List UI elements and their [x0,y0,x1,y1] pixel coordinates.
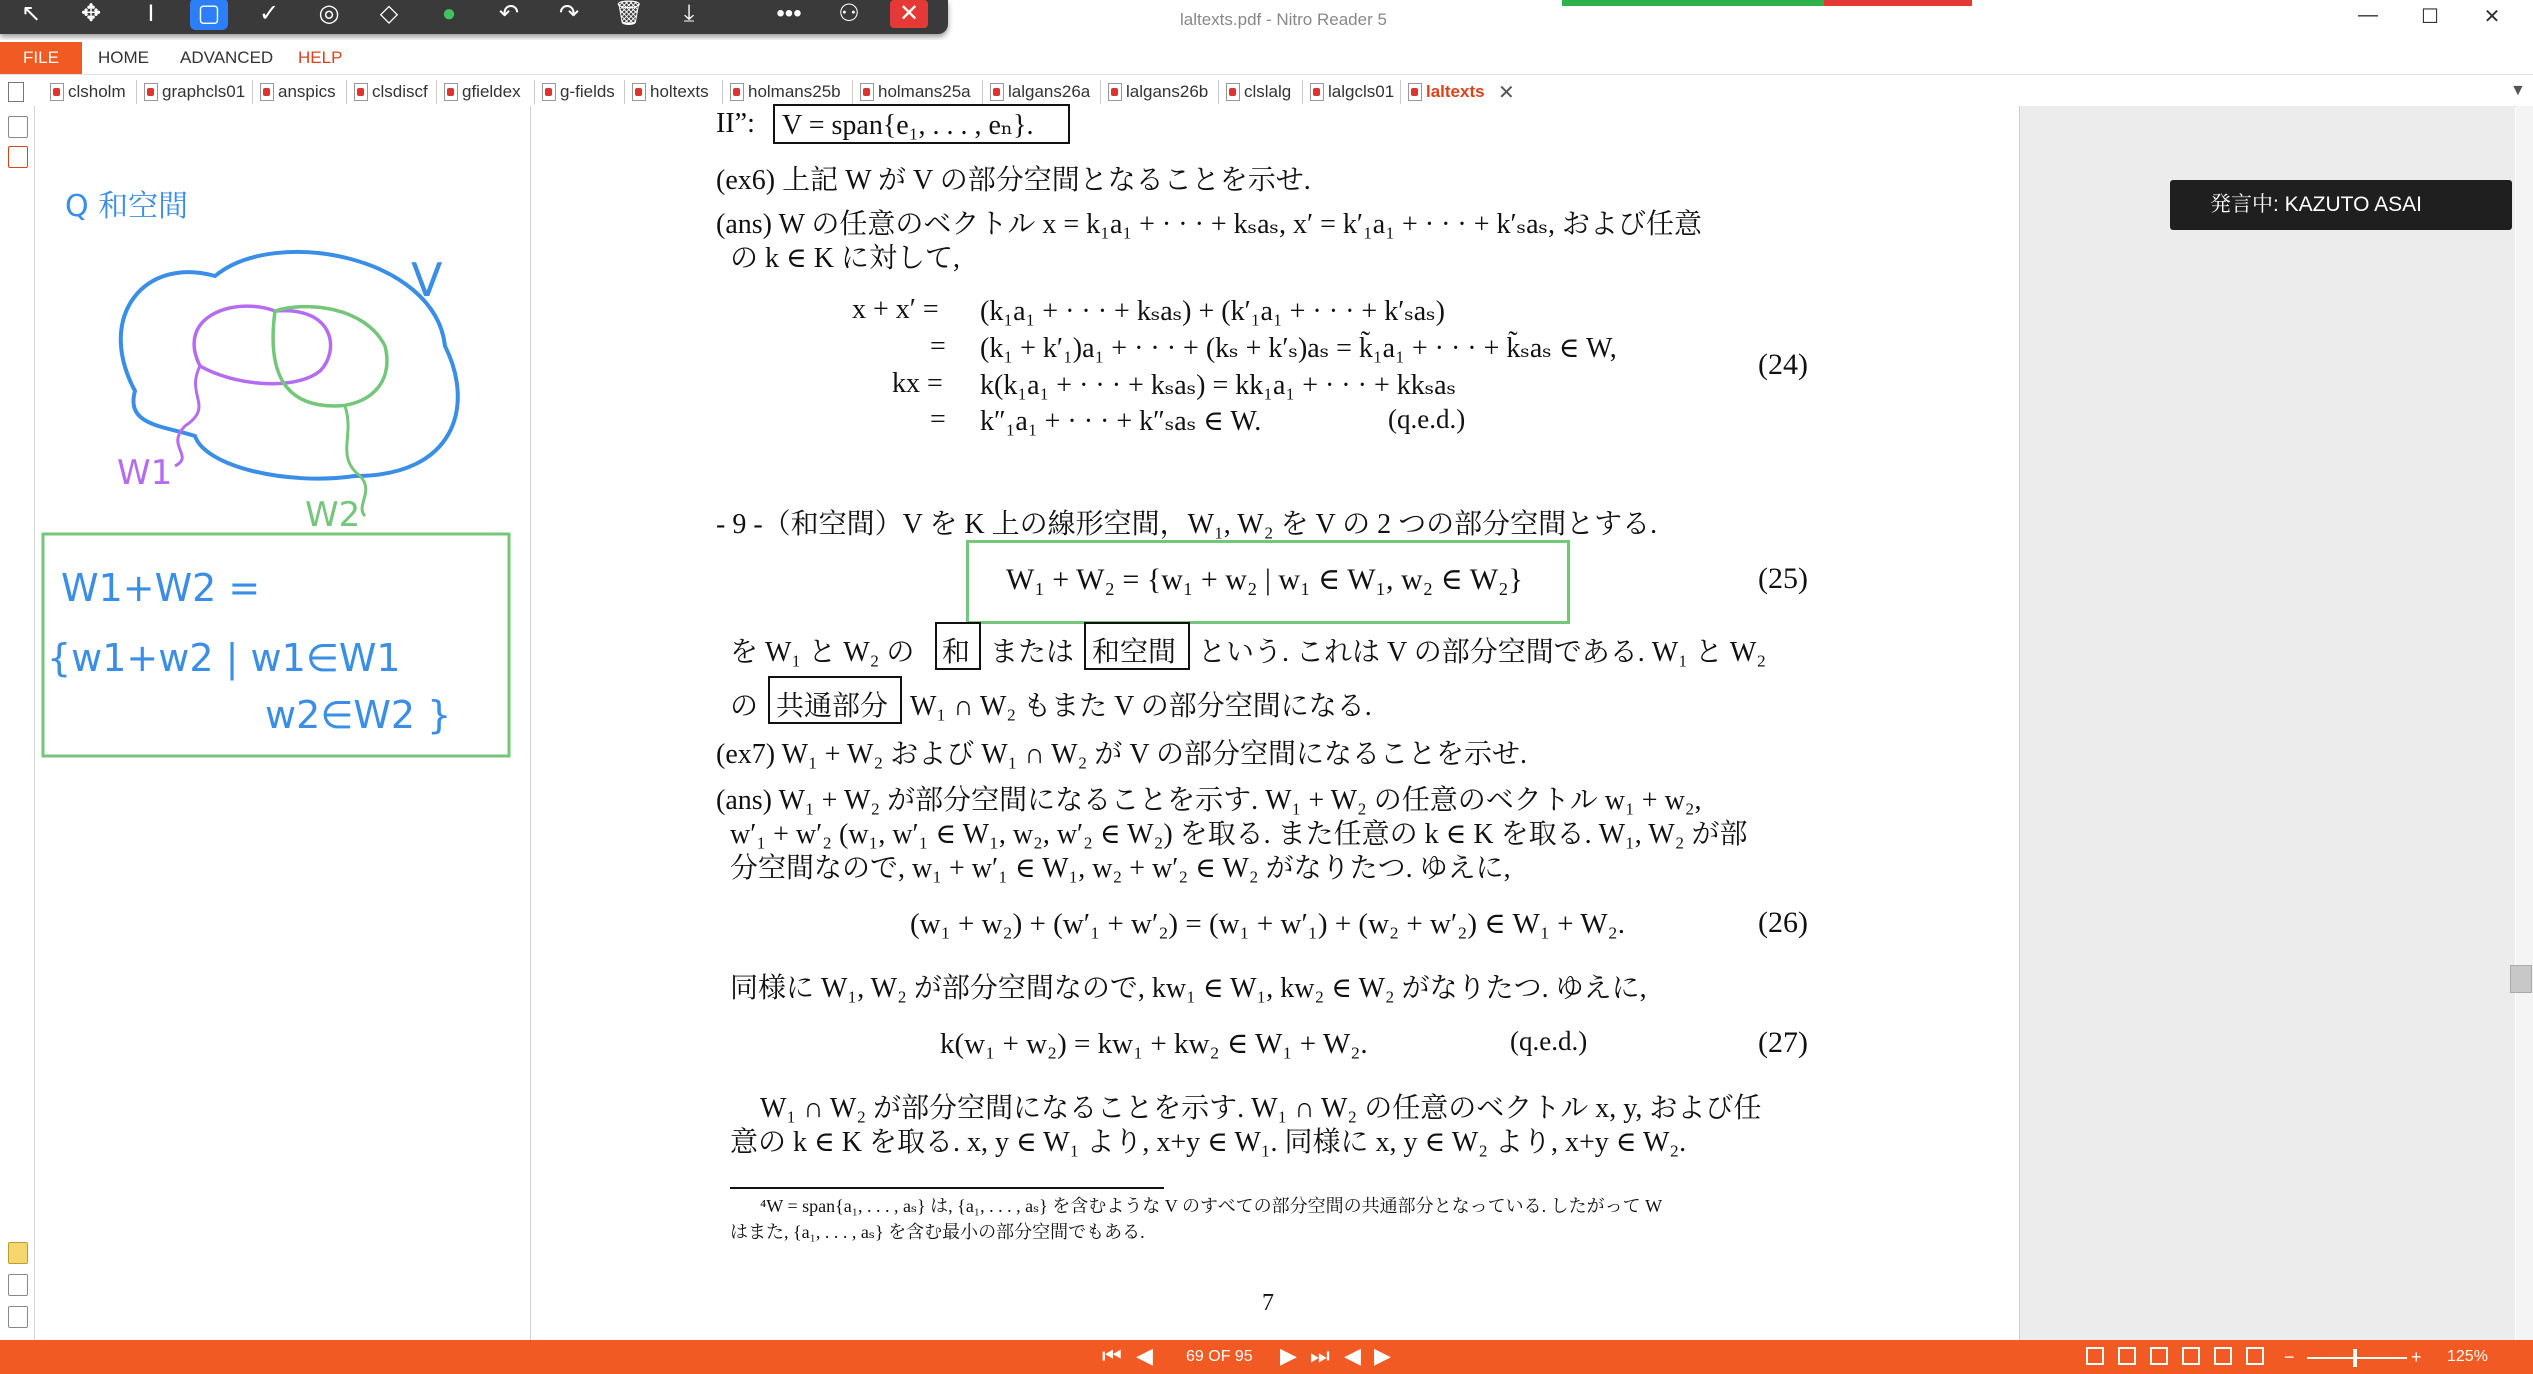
share-icon[interactable]: ⚇ [838,0,860,27]
fit-width-icon[interactable] [2214,1347,2232,1365]
pdf-icon [542,83,556,101]
pdf-icon [1108,83,1122,101]
pdf-icon [730,83,744,101]
tab-separator [1100,80,1101,104]
window-controls [2337,4,2523,29]
download-icon[interactable]: ⤓ [683,0,695,27]
bookmarks-panel-icon[interactable] [8,146,28,168]
maximize-button[interactable]: ☐ [2421,6,2439,28]
back-view-icon[interactable]: ◀ [1344,1343,1361,1368]
tab-list-dropdown-icon[interactable]: ▼ [2510,82,2526,99]
more-icon[interactable]: ••• [776,0,802,27]
pdf-icon [144,83,158,101]
tab-clslalg[interactable]: clslalg [1226,80,1291,104]
eq25-formula: W₁ + W₂ = {w₁ + w₂ | w₁ ∈ W₁, w₂ ∈ W₂} [1006,563,1523,596]
doc-span-formula: V = span{e₁, . . . , eₙ}. [782,110,1034,141]
page-number: 7 [1262,1290,1274,1316]
doc-similarly: 同様に W₁, W₂ が部分空間なので, kw₁ ∈ W₁, kw₂ ∈ W₂ がなりたつ. ゆえに, [730,973,1647,1004]
footnote-line1: ⁴W = span{a₁, . . . , aₛ} は, {a₁, . . . , aₛ} を含むような V のすべての部分空間の共通部分となっている. したがって W [760,1196,1663,1216]
pdf-icon [1408,83,1422,101]
note-line-3: w2∈W2 } [265,693,452,737]
zoom-in-icon[interactable]: + [2411,1347,2422,1367]
doc-def-line1-a: を W₁ と W₂ の [730,637,915,668]
undo-icon[interactable]: ↶ [498,0,520,27]
vertical-scrollbar[interactable] [2516,106,2533,1340]
single-page-view-icon[interactable] [2086,1347,2104,1365]
handwritten-notes [35,106,530,766]
meeting-indicator-green [1562,0,1824,6]
footnote-rule [730,1187,1164,1189]
tab-holtexts[interactable]: holtexts [632,80,709,104]
text-cursor-icon[interactable]: I [147,0,155,27]
file-menu[interactable]: FILE [0,42,82,74]
window-title: laltexts.pdf - Nitro Reader 5 [1180,10,1387,29]
pdf-icon [260,83,274,101]
forward-view-icon[interactable]: ▶ [1374,1343,1391,1368]
close-toolbar-icon[interactable]: ✕ [890,0,928,28]
tab-separator [1218,80,1219,104]
note-line-2: {w1+w2 | w1∈W1 [47,636,401,680]
label-v: V [411,253,443,307]
tab-separator [852,80,853,104]
facing-continuous-view-icon[interactable] [2182,1347,2200,1365]
eq24-line3-right: k(k₁a₁ + · · · + kₛaₛ) = kk₁a₁ + · · · + kkₛaₛ [980,370,1457,401]
tab-separator [1302,80,1303,104]
last-page-icon[interactable]: ⏭ [1310,1343,1330,1368]
comments-panel-icon[interactable] [8,1242,28,1264]
layers-panel-icon[interactable] [8,1306,28,1328]
doc-ex7: (ex7) W₁ + W₂ および W₁ ∩ W₂ が V の部分空間になることを示せ. [716,739,1528,770]
doc-def-line2-b: W₁ ∩ W₂ もまた V の部分空間になる. [910,691,1372,722]
eq-number-24: (24) [1758,348,1808,381]
pdf-icon [632,83,646,101]
doc-line-ii: II”: [716,108,755,139]
stamp-icon[interactable]: ◎ [318,0,340,27]
facing-view-icon[interactable] [2150,1347,2168,1365]
tab-holmans25a[interactable]: holmans25a [860,80,971,104]
next-page-icon[interactable]: ▶ [1280,1343,1297,1368]
tab-separator [436,80,437,104]
minimize-button[interactable]: — [2358,4,2378,26]
w1-pointer-line [175,366,200,466]
tab-holmans25b[interactable]: holmans25b [730,80,841,104]
tab-gfieldex[interactable]: gfieldex [444,80,521,104]
pointer-icon[interactable]: ↖ [20,0,42,27]
term-wa: 和 [942,637,971,668]
pdf-icon [1310,83,1324,101]
page-indicator[interactable]: 69 OF 95 [1186,1348,1253,1365]
eraser-icon[interactable]: ◇ [379,0,399,27]
zoom-out-icon[interactable]: − [2284,1347,2295,1367]
trash-icon[interactable]: 🗑 [613,0,645,27]
eq-number-26: (26) [1758,906,1808,939]
doc-def-line1-c: という. これは V の部分空間である. W₁ と W₂ [1198,637,1767,668]
qed-24: (q.e.d.) [1388,404,1466,434]
eq26-formula: (w₁ + w₂) + (w′₁ + w′₂) = (w₁ + w′₁) + (w₂ + w′₂) ∈ W₁ + W₂. [910,908,1626,940]
redo-icon[interactable]: ↷ [558,0,580,27]
doc-def-line2-a: の [730,691,759,722]
note-line-1: W1+W2 = [61,566,261,610]
zoom-level[interactable]: 125% [2447,1348,2488,1365]
tab-clsholm[interactable]: clsholm [50,80,126,104]
tab-graphcls01[interactable]: graphcls01 [144,80,245,104]
tab-lalgans26b[interactable]: lalgans26b [1108,80,1208,104]
pdf-icon [444,83,458,101]
tab-separator [346,80,347,104]
first-page-icon[interactable]: ⏮ [1102,1343,1122,1368]
home-menu[interactable]: HOME [98,48,149,67]
continuous-view-icon[interactable] [2118,1347,2136,1365]
pdf-icon [860,83,874,101]
tab-anspics[interactable]: anspics [260,80,336,104]
term-wakukan: 和空間 [1092,637,1177,668]
prev-page-icon[interactable]: ◀ [1136,1343,1153,1368]
doc-intersection-line2: 意の k ∈ K を取る. x, y ∈ W₁ より, x+y ∈ W₁. 同様に x, y ∈ W₂ より, x+y ∈ W₂. [730,1127,1687,1158]
tab-separator [534,80,535,104]
tab-g-fields[interactable]: g-fields [542,80,615,104]
page-view-icon[interactable] [8,82,24,102]
tab-separator [136,80,137,104]
eq24-line1-left: x + x′ = [852,294,939,325]
doc-ans7-line3: 分空間なので, w₁ + w′₁ ∈ W₁, w₂ + w′₂ ∈ W₂ がなりたつ. ゆえに, [730,853,1511,884]
tab-separator [1400,80,1401,104]
eq27-formula: k(w₁ + w₂) = kw₁ + kw₂ ∈ W₁ + W₂. [940,1028,1368,1060]
speaker-indicator: 発言中: KAZUTO ASAI [2170,180,2512,230]
zoom-slider-handle[interactable] [2353,1349,2357,1367]
color-picker-icon[interactable]: ● [441,0,457,27]
close-tab-icon[interactable]: ✕ [1498,82,1515,104]
left-panel-rail [0,106,35,1340]
fit-page-icon[interactable] [2246,1347,2264,1365]
doc-intersection-line1: W₁ ∩ W₂ が部分空間になることを示す. W₁ ∩ W₂ の任意のベクトル x, y, および任 [760,1093,1762,1124]
tab-laltexts[interactable]: laltexts [1408,80,1485,104]
doc-ans7-line2: w′₁ + w′₂ (w₁, w′₁ ∈ W₁, w₂, w′₂ ∈ W₂) を取る. また任意の k ∈ K を取る. W₁, W₂ が部 [730,819,1748,850]
close-window-button[interactable]: ✕ [2483,6,2501,28]
eq-number-27: (27) [1758,1026,1808,1059]
rectangle-tool-icon[interactable]: ▢ [190,0,228,30]
tab-clsdiscf[interactable]: clsdiscf [354,80,428,104]
eq24-line2-left: = [930,331,946,362]
eq24-line4-right: k″₁a₁ + · · · + k″ₛaₛ ∈ W. [980,406,1262,437]
footnote-line2: はまた, {a₁, . . . , aₛ} を含む最小の部分空間でもある. [730,1222,1145,1242]
qed-27: (q.e.d.) [1510,1026,1588,1056]
eq24-line2-right: (k₁ + k′₁)a₁ + · · · + (kₛ + k′ₛ)aₛ = k̃₁a₁ + · · · + k̃ₛaₛ ∈ W, [980,333,1617,364]
tab-separator [722,80,723,104]
doc-section-9: - 9 -（和空間）V を K 上の線形空間，W₁, W₂ を V の 2 つの部分空間とする. [716,509,1658,540]
doc-ex6: (ex6) 上記 W が V の部分空間となることを示せ. [716,165,1311,196]
meeting-indicator-red [1824,0,1972,6]
tab-separator [252,80,253,104]
attachments-panel-icon[interactable] [8,1274,28,1296]
eq-number-25: (25) [1758,562,1808,595]
tab-separator [982,80,983,104]
move-icon[interactable]: ✥ [80,0,102,27]
label-w2: W2 [305,495,361,535]
tab-separator [624,80,625,104]
scrollbar-thumb[interactable] [2510,965,2532,993]
pages-panel-icon[interactable] [8,116,28,138]
check-icon[interactable]: ✓ [258,0,280,27]
pdf-icon [1226,83,1240,101]
eq24-line3-left: kx = [892,368,943,399]
doc-ans6-line1: (ans) W の任意のベクトル x = k₁a₁ + · · · + kₛaₛ, x′ = k′₁a₁ + · · · + k′ₛaₛ, および任意 [716,209,1702,240]
pdf-icon [50,83,64,101]
set-w1-curve [194,306,330,384]
doc-def-line1-b: または [990,637,1075,668]
zoom-slider[interactable] [2307,1357,2407,1359]
help-menu[interactable]: HELP [298,48,343,67]
tab-lalgcls01[interactable]: lalgcls01 [1310,80,1394,104]
ribbon-menu-bar [0,40,2533,75]
advanced-menu[interactable]: ADVANCED [180,48,274,67]
eq24-line4-left: = [930,404,946,435]
pdf-icon [990,83,1004,101]
term-kyotsu: 共通部分 [776,691,889,722]
pdf-icon [354,83,368,101]
tab-lalgans26a[interactable]: lalgans26a [990,80,1090,104]
label-w1: W1 [117,453,173,493]
doc-ans6-line2: の k ∈ K に対して, [730,243,960,274]
set-v-curve [121,252,458,479]
doc-ans7-line1: (ans) W₁ + W₂ が部分空間になることを示す. W₁ + W₂ の任意のベクトル w₁ + w₂, [716,785,1702,816]
eq24-line1-right: (k₁a₁ + · · · + kₛaₛ) + (k′₁a₁ + · · · + k′ₛaₛ) [980,296,1445,327]
annotation-toolbar [0,0,948,34]
note-title: Q 和空間 [65,189,189,224]
